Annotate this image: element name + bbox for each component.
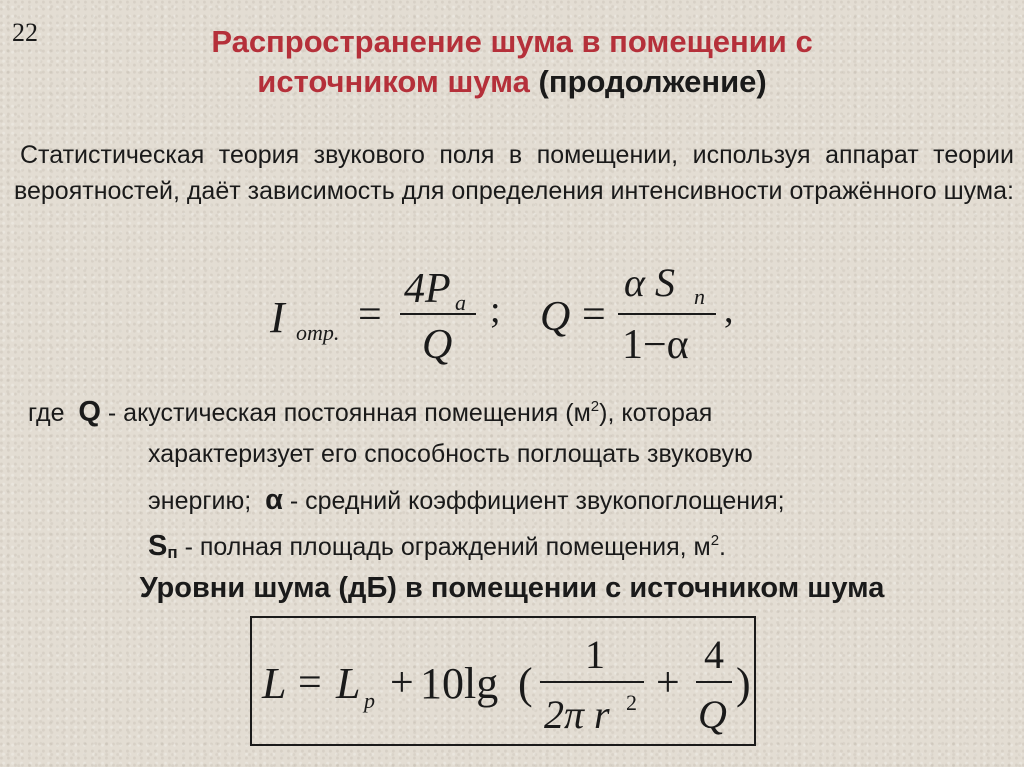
def-prefix: где (28, 399, 65, 427)
noise-level-formula (252, 618, 754, 744)
def-s-symbol: S (148, 530, 168, 562)
formula1-q: Q (540, 294, 571, 340)
def-s-end: . (719, 533, 726, 561)
formula2-num1: 1 (585, 632, 605, 677)
levels-heading: Уровни шума (дБ) в помещении с источником шума (139, 572, 885, 604)
def-alpha-prefix: энергию; (148, 487, 252, 515)
formula2-rparen: ) (736, 659, 751, 708)
intensity-formula (240, 258, 780, 368)
slide-number: 22 (12, 18, 38, 47)
title-line-2-black: (продолжение) (538, 64, 767, 99)
formula1-num2: α S (624, 260, 675, 305)
formula2-plus: + (390, 660, 414, 706)
slide-title (0, 22, 1024, 102)
def-alpha-symbol: α (265, 484, 283, 516)
formula1-comma: , (724, 289, 734, 331)
formula2-Lp-sub: p (364, 688, 375, 713)
formula1-eq2: = (582, 292, 606, 338)
formula2-coef: 10lg (420, 659, 499, 708)
title-line-2 (0, 62, 1024, 102)
def-q-sup: 2 (590, 398, 600, 415)
formula1-den: Q (422, 322, 453, 368)
definition-q-line2: характеризует его способность поглощать звуковую (148, 440, 753, 468)
formula2-den1: 2π r (544, 692, 610, 737)
definition-alpha (148, 478, 785, 523)
def-q-symbol: Q (78, 396, 101, 428)
formula2-num2: 4 (704, 632, 724, 677)
formula1-den2: 1−α (622, 322, 689, 368)
def-s-sub: п (167, 543, 178, 562)
formula1-lhs-sub: отр. (296, 320, 340, 345)
formula1-num-sub: a (455, 290, 466, 315)
definition-q (28, 390, 712, 435)
def-q-text: - акустическая постоянная помещения (м (100, 399, 591, 427)
definition-s (148, 524, 726, 569)
formula2-eq: = (298, 660, 322, 706)
title-line-2-red: источником шума (257, 64, 530, 99)
title-line-1: Распространение шума в помещении с (211, 24, 813, 59)
formula2-den1-sup: 2 (626, 690, 637, 715)
formula2-Lp: L (336, 659, 361, 708)
formula2-plus2: + (656, 660, 680, 706)
formula1-semicolon: ; (490, 289, 501, 331)
formula1-lhs: I (270, 293, 285, 342)
formula1-num2-sub: n (694, 284, 705, 309)
def-q-end: ), которая (599, 399, 713, 427)
formula2-den2: Q (698, 692, 727, 737)
formula1-num: 4P (404, 266, 451, 312)
def-s-text: - полная площадь ограждений помещения, м (177, 533, 711, 561)
formula2-L: L (262, 659, 287, 708)
intro-paragraph: Статистическая теория звукового поля в помещении, используя аппарат теории вероятностей, даёт зависимость для определения интенсивности отражённого шума: (14, 141, 1014, 205)
formula1-eq: = (358, 292, 382, 338)
formula2-lparen: ( (518, 659, 533, 708)
def-alpha-text: - средний коэффициент звукопоглощения; (282, 487, 785, 515)
def-s-sup: 2 (710, 532, 720, 549)
noise-level-formula-box (250, 616, 756, 746)
